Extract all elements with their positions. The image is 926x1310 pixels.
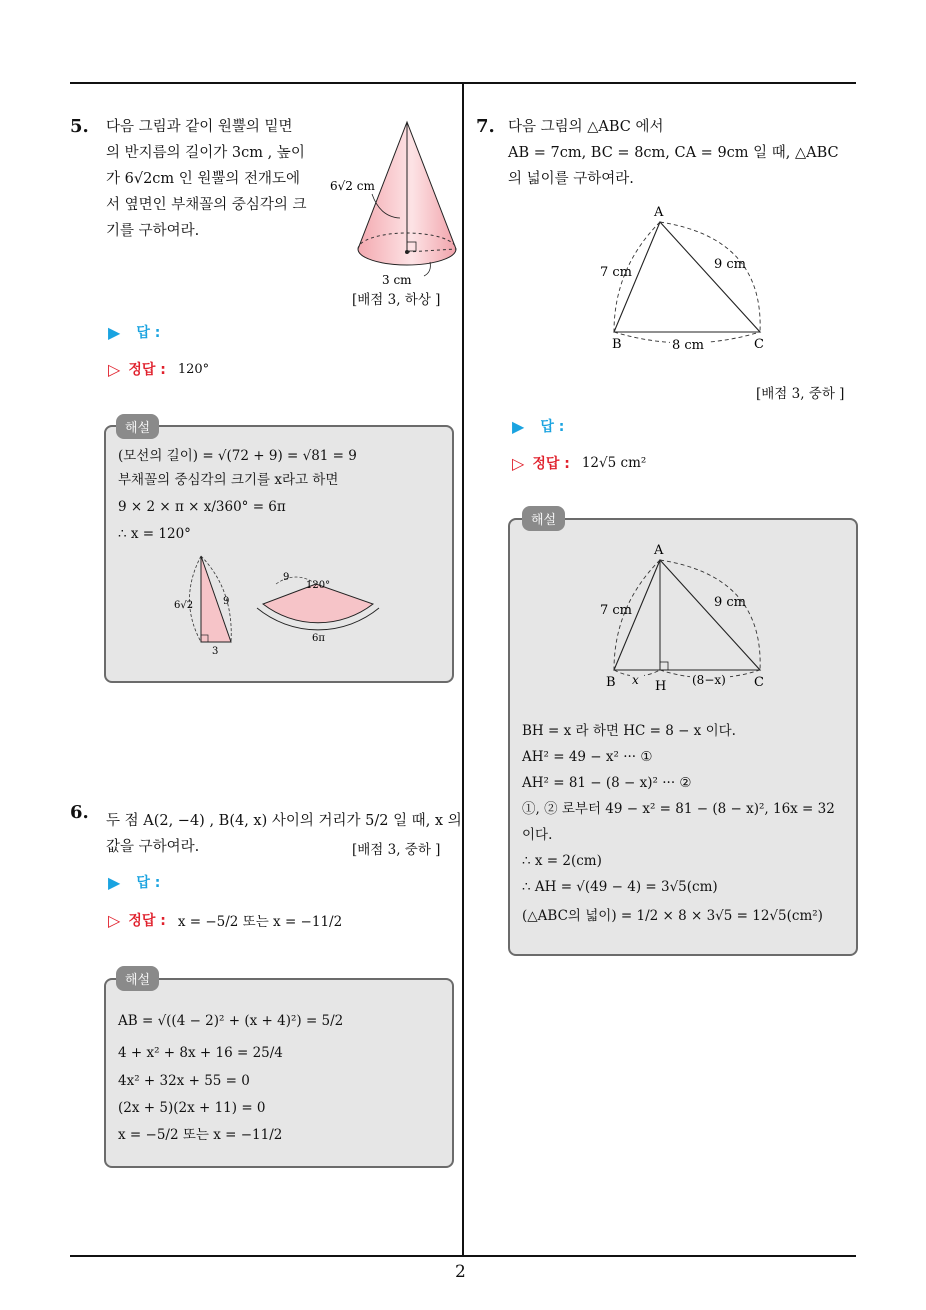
q6-sol-line: (2x + 5)(2x + 11) = 0	[118, 1100, 266, 1116]
q7-side-ac: 9 cm	[714, 257, 747, 272]
q7-sol-vertex-b: B	[606, 675, 616, 690]
q7-answer-row	[512, 416, 564, 436]
play-icon: ▶	[512, 416, 525, 436]
q7-sol-line: AH² = 49 − x² ··· ①	[522, 749, 653, 765]
q7-line: 의 넓이를 구하여라.	[508, 171, 634, 187]
q5-sol-line: (모선의 길이) = √(72 + 9) = √81 = 9	[118, 448, 357, 464]
q6-correct-row	[108, 910, 342, 930]
q6-answer-row	[108, 872, 160, 892]
q5-sol-line: 부채꼴의 중심각의 크기를 x라고 하면	[118, 472, 339, 488]
q5-answer-row	[108, 322, 160, 342]
q5-correct-row	[108, 359, 209, 379]
q6-text-line1: 두 점 A(2, −4) , B(4, x) 사이의 거리가 5/2 일 때, x 의	[106, 813, 462, 829]
outline-triangle-icon: ▷	[512, 453, 525, 473]
q7-text	[508, 114, 853, 192]
q7-sol-bh-label: x	[632, 673, 639, 687]
q7-solution-text	[522, 718, 852, 932]
q5-height-label: 6√2 cm	[330, 179, 375, 193]
q6-sol-line: 4x² + 32x + 55 = 0	[118, 1073, 250, 1089]
q7-sol-line: ①, ② 로부터 49 − x² = 81 − (8 − x)², 16x = 32	[522, 801, 835, 817]
q7-side-ab: 7 cm	[600, 265, 633, 280]
q5-sol-arc-radius: 9	[283, 572, 290, 583]
q5-number: 5.	[70, 116, 89, 137]
q5-line: 의 반지름의 길이가 3cm , 높이	[106, 145, 305, 161]
q6-solution-text	[118, 1004, 443, 1149]
q7-sol-line: 이다.	[522, 827, 553, 843]
outline-triangle-icon: ▷	[108, 910, 121, 930]
q5-sol-r-label: 3	[212, 646, 219, 657]
q7-vertex-c: C	[754, 337, 764, 352]
q5-line: 가 6√2cm 인 원뿔의 전개도에	[106, 171, 301, 187]
q5-score: [배점 3, 하상 ]	[352, 292, 441, 308]
q7-answer-label: 답 :	[540, 419, 565, 435]
column-divider	[462, 83, 464, 1256]
q5-solution-figure	[168, 550, 388, 660]
q7-line: 다음 그림의 △ABC 에서	[508, 119, 664, 135]
q6-sol-line: 4 + x² + 8x + 16 = 25/4	[118, 1045, 283, 1061]
q5-sol-line: ∴ x = 120°	[118, 526, 191, 542]
q7-vertex-b: B	[612, 337, 622, 352]
q5-text	[106, 114, 326, 244]
play-icon: ▶	[108, 872, 121, 892]
q7-vertex-a: A	[654, 205, 664, 220]
q5-cone-figure	[320, 112, 460, 292]
q5-sol-angle: 120°	[306, 580, 331, 591]
q6-sol-line: x = −5/2 또는 x = −11/2	[118, 1127, 283, 1143]
q5-line: 다음 그림과 같이 원뿔의 밑면	[106, 119, 293, 135]
q7-solution-tag: 해설	[522, 506, 565, 531]
q5-radius-label: 3 cm	[382, 273, 412, 287]
q5-sol-line: 9 × 2 × π × x/360° = 6π	[118, 499, 286, 515]
q6-solution-tag: 해설	[116, 966, 159, 991]
q7-number: 7.	[476, 116, 495, 137]
q7-sol-side-ab: 7 cm	[600, 603, 633, 618]
q7-sol-side-ac: 9 cm	[714, 595, 747, 610]
q6-score: [배점 3, 중하 ]	[352, 842, 441, 858]
q5-solution-tag: 해설	[116, 414, 159, 439]
q7-solution-figure	[594, 536, 784, 696]
q6-answer-label: 답 :	[136, 875, 161, 891]
q7-side-bc: 8 cm	[672, 338, 705, 353]
q5-correct-value: 120°	[177, 361, 210, 377]
q7-correct-value: 12√5 cm²	[581, 455, 647, 471]
q5-solution-text	[118, 444, 443, 546]
outline-triangle-icon: ▷	[108, 359, 121, 379]
q7-sol-vertex-c: C	[754, 675, 764, 690]
q5-line: 서 옆면인 부채꼴의 중심각의 크	[106, 197, 307, 213]
q7-sol-line: AH² = 81 − (8 − x)² ··· ②	[522, 775, 692, 791]
q7-sol-vertex-a: A	[654, 543, 664, 558]
q5-line: 기를 구하여라.	[106, 223, 200, 239]
q6-number: 6.	[70, 802, 89, 823]
page-number: 2	[455, 1262, 466, 1282]
q7-sol-foot-h: H	[655, 679, 667, 694]
q5-sol-h-label: 6√2	[174, 600, 194, 611]
q5-correct-label: 정답 :	[128, 362, 166, 378]
q5-sol-l-label: 9	[223, 596, 230, 607]
q6-text-line2: 값을 구하여라.	[106, 839, 200, 855]
q6-sol-line: AB = √((4 − 2)² + (x + 4)²) = 5/2	[118, 1013, 344, 1029]
q7-triangle-figure	[594, 198, 784, 358]
q5-sol-arc-length: 6π	[312, 633, 325, 644]
q6-correct-label: 정답 :	[128, 913, 166, 929]
q6-correct-value: x = −5/2 또는 x = −11/2	[177, 914, 343, 930]
q7-sol-line: ∴ AH = √(49 − 4) = 3√5(cm)	[522, 879, 718, 895]
q7-correct-label: 정답 :	[532, 456, 570, 472]
q7-score: [배점 3, 중하 ]	[756, 386, 845, 402]
q7-sol-line: BH = x 라 하면 HC = 8 − x 이다.	[522, 723, 736, 739]
q7-sol-line: (△ABC의 넓이) = 1/2 × 8 × 3√5 = 12√5(cm²)	[522, 908, 823, 924]
q7-sol-hc-label: (8−x)	[692, 673, 726, 687]
play-icon: ▶	[108, 322, 121, 342]
q7-sol-line: ∴ x = 2(cm)	[522, 853, 602, 869]
q7-correct-row	[512, 453, 646, 473]
q7-line: AB = 7cm, BC = 8cm, CA = 9cm 일 때, △ABC	[508, 145, 839, 161]
q5-answer-label: 답 :	[136, 325, 161, 341]
